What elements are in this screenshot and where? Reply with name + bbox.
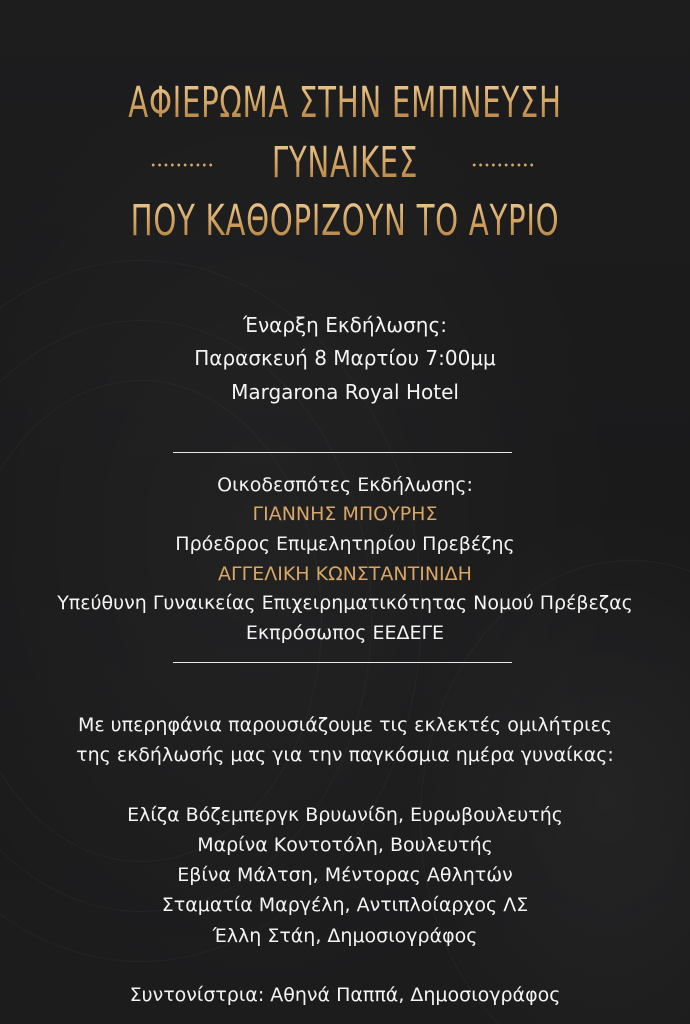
speaker-item: Σταματία Μαργέλη, Αντιπλοίαρχος ΛΣ: [161, 894, 529, 916]
poster-title-line-1: ΑΦΙΕΡΩΜΑ ΣΤΗΝ ΕΜΠΝΕΥΣΗ: [110, 78, 579, 128]
speaker-item: Εβίνα Μάλτση, Μέντορας Αθλητών: [177, 864, 513, 886]
moderator: Συντονίστρια: Αθηνά Παππά, Δημοσιογράφος: [129, 984, 561, 1006]
title-dots-right: [471, 163, 535, 167]
host1-name: ΓΙΑΝΝΗΣ ΜΠΟΥΡΗΣ: [252, 503, 438, 525]
host2-role: Υπεύθυνη Γυναικείας Επιχειρηματικότητας Νομού Πρέβεζας: [57, 592, 633, 614]
speaker-item: Έλλη Στάη, Δημοσιογράφος: [212, 925, 478, 947]
host2-role-secondary: Εκπρόσωπος ΕΕΔΕΓΕ: [245, 622, 445, 644]
host1-role: Πρόεδρος Επιμελητηρίου Πρεβέζης: [175, 533, 515, 555]
event-datetime: Παρασκευή 8 Μαρτίου 7:00μμ: [194, 346, 496, 370]
host2-name: ΑΓΓΕΛΙΚΗ ΚΩΝΣΤΑΝΤΙΝΙΔΗ: [218, 563, 472, 585]
speaker-item: Μαρίνα Κοντοτόλη, Βουλευτής: [197, 834, 493, 856]
poster-title-line-3: ΠΟΥ ΚΑΘΟΡΙΖΟΥΝ ΤΟ ΑΥΡΙΟ: [110, 196, 579, 246]
intro-line-1: Με υπερηφάνια παρουσιάζουμε τις εκλεκτές ομιλήτριες: [77, 714, 613, 736]
divider: [173, 452, 512, 453]
speaker-item: Ελίζα Βόζεμπεργκ Βρυωνίδη, Ευρωβουλευτής: [127, 804, 563, 826]
event-start-label: Έναρξη Εκδήλωσης:: [243, 313, 447, 337]
hosts-label: Οικοδεσπότες Εκδήλωσης:: [217, 474, 473, 496]
event-venue: Margarona Royal Hotel: [231, 380, 459, 404]
divider: [173, 662, 512, 663]
intro-line-2: της εκδήλωσής μας για την παγκόσμια ημέρα γυναίκας:: [76, 744, 614, 766]
poster-title-line-2: ΓΥΝΑΙΚΕΣ: [110, 138, 579, 188]
